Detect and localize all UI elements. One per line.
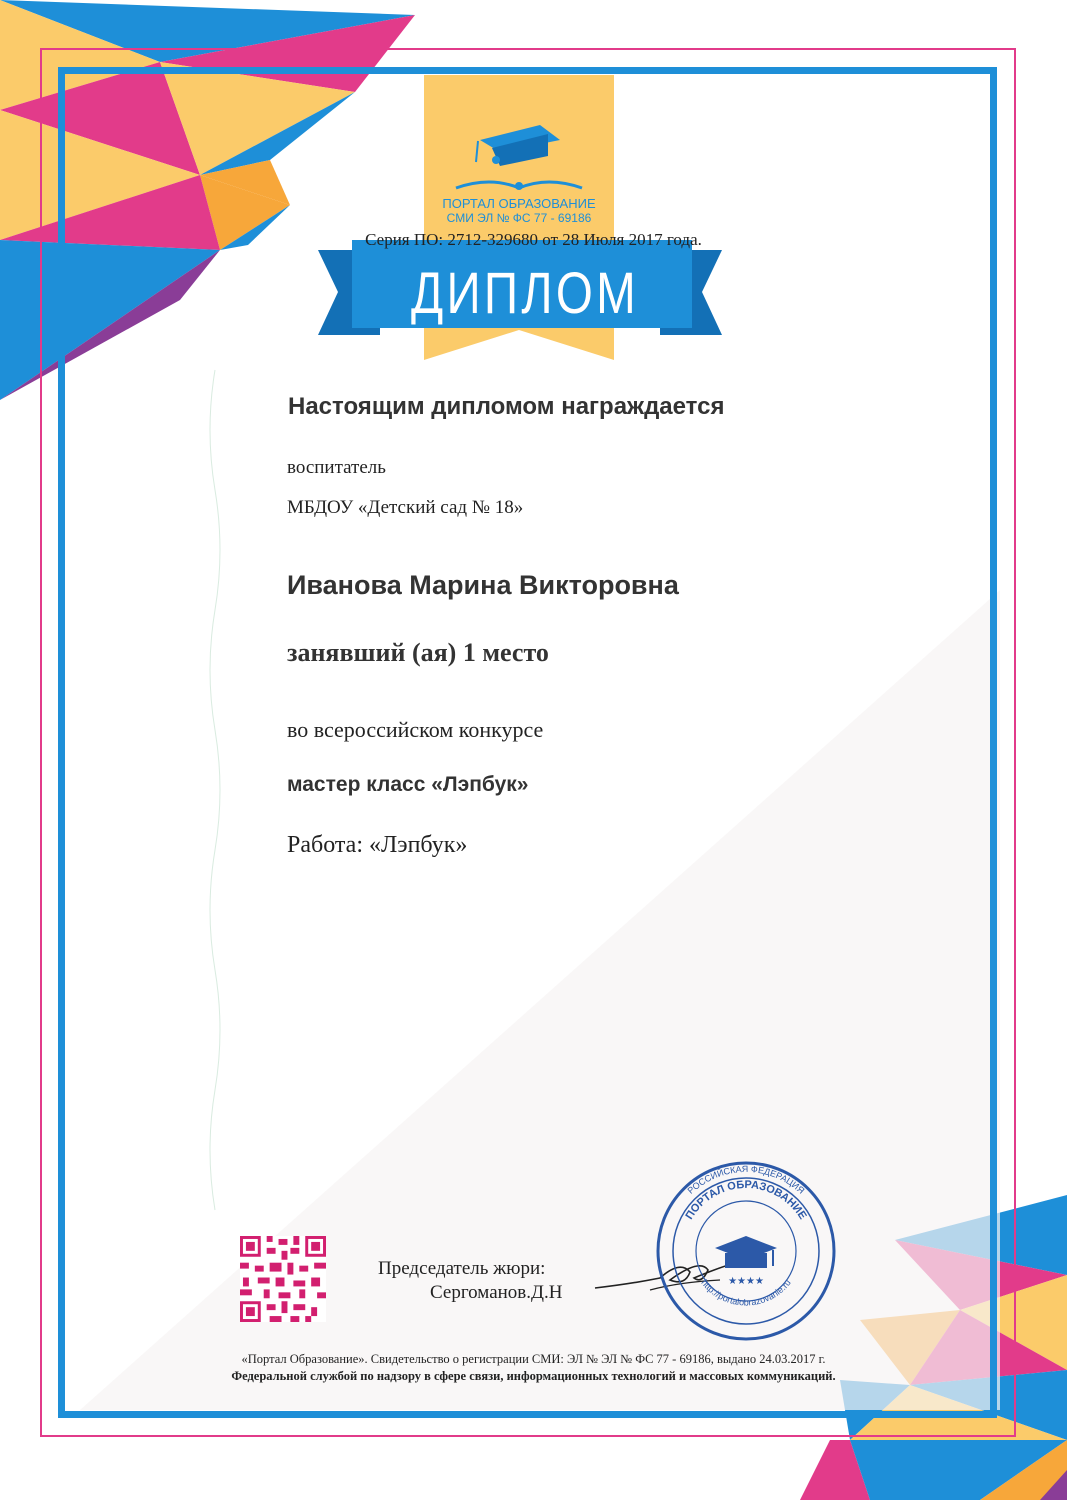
contest-intro: во всероссийском конкурсе <box>287 717 544 742</box>
diploma-title: ДИПЛОМ <box>410 261 640 326</box>
contest-name: мастер класс «Лэпбук» <box>287 773 529 796</box>
award-place: занявший (ая) 1 место <box>287 638 549 667</box>
work-title: Работа: «Лэпбук» <box>287 832 468 858</box>
logo-title: ПОРТАЛ ОБРАЗОВАНИЕ <box>442 196 596 211</box>
svg-text:★★★★: ★★★★ <box>728 1276 764 1287</box>
footer-line-2: Федеральной службой по надзору в сфере связи, информационных технологий и массовых коммуникаций. <box>231 1369 836 1383</box>
jury-label: Председатель жюри: <box>378 1258 546 1279</box>
award-heading: Настоящим дипломом награждается <box>288 393 725 420</box>
stamp-ring-text: РОССИЙСКАЯ ФЕДЕРАЦИЯ <box>685 1163 807 1196</box>
jury-name: Сергоманов.Д.Н <box>430 1282 563 1303</box>
qr-code-icon[interactable] <box>240 1236 326 1322</box>
stamp-title: ПОРТАЛ ОБРАЗОВАНИЕ <box>683 1178 809 1222</box>
recipient-position: воспитатель <box>287 457 386 478</box>
stamp-cap-icon <box>715 1236 777 1268</box>
recipient-organization: МБДОУ «Детский сад № 18» <box>287 497 524 518</box>
logo-registration: СМИ ЭЛ № ФС 77 - 69186 <box>446 211 592 225</box>
recipient-name: Иванова Марина Викторовна <box>287 570 679 600</box>
footer <box>0 1351 1067 1385</box>
series-line <box>0 230 1067 250</box>
stamp-url: http://portalobrazovanie.ru <box>699 1277 793 1308</box>
footer-line-1: «Портал Образование». Свидетельство о регистрации СМИ: ЭЛ № ЭЛ № ФС 77 - 69186, выдано 24.03.2017 г. <box>241 1352 826 1366</box>
official-stamp <box>655 1160 837 1342</box>
series-text: Серия ПО: 2712-329680 от 28 Июля 2017 года. <box>365 230 702 249</box>
